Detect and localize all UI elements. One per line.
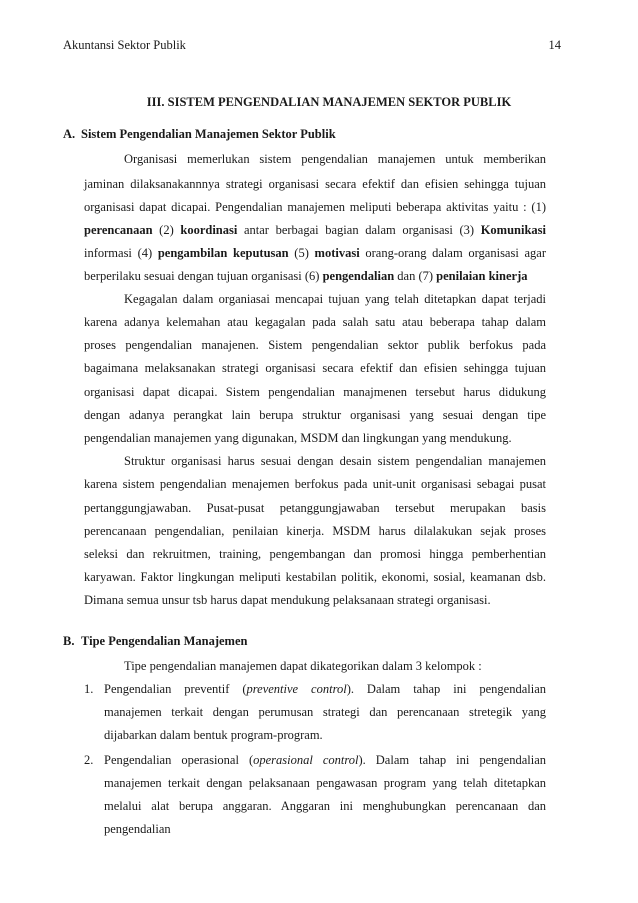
- text-line: Kegagalan dalam organiasai mencapai tujuan yang telah ditetapkan dapat terjadi: [124, 292, 546, 306]
- chapter-title: III. SISTEM PENGENDALIAN MANAJEMEN SEKTOR PUBLIK: [146, 95, 512, 109]
- text-line: dijabarkan dalam bentuk program-program.: [104, 728, 323, 742]
- text-run: Pengendalian preventif (: [104, 682, 247, 696]
- text-line: jaminan dilaksanakannnya strategi organisasi secara efektif dan efisien sehingga tujuan: [84, 177, 546, 191]
- text-line: karyawan. Faktor lingkungan meliputi kestabilan politik, ekonomi, sosial, keamanan dsb.: [84, 570, 546, 584]
- text-line: organisasi dapat dicapai. Sistem pengendalian manajmenen tersebut harus didukung: [84, 385, 546, 399]
- bold-term: penilaian kinerja: [436, 269, 528, 283]
- section-b-heading: [63, 634, 247, 649]
- text-line: karena sistem pengendalian menajemen berfokus pada unit-unit organisasi sebagai pusat: [84, 477, 546, 491]
- text-run: (5): [288, 246, 315, 260]
- section-b-intro: Tipe pengendalian manajemen dapat dikategorikan dalam 3 kelompok :: [124, 659, 482, 673]
- bold-term: pengendalian: [322, 269, 395, 283]
- text-line: proses pengendalian manajenen. Sistem pengendalian sektor publik berfokus pada: [84, 338, 546, 352]
- text-run: Pengendalian operasional (: [104, 753, 254, 767]
- text-line: bagaimana melaksanakan strategi organisasi secara efektif dan efisien sehingga tujuan: [84, 361, 546, 375]
- section-b-letter: B.: [63, 634, 75, 648]
- text-run: dan (7): [394, 269, 437, 283]
- section-a-heading: [63, 127, 336, 142]
- bold-term: motivasi: [314, 246, 360, 260]
- text-line: manajemen terkait dengan perumusan strategi dan perencanaan stretegik yang: [104, 705, 546, 719]
- section-b-title: Tipe Pengendalian Manajemen: [81, 634, 248, 648]
- text-line: pertanggungjawaban. Pusat-pusat petanggungjawaban tersebut merupakan basis: [84, 501, 546, 515]
- text-line: perencanaan pengendalian, penilaian kinerja. MSDM harus dilalakukan sejak proses: [84, 524, 546, 538]
- text-line: [104, 681, 546, 697]
- list-item-number: 2.: [84, 753, 94, 767]
- text-run: orang-orang dalam organisasi agar: [359, 246, 547, 260]
- text-run: antar berbagai bagian dalam organisasi (3): [237, 223, 481, 237]
- italic-term: preventive control: [246, 682, 347, 696]
- section-a-title: Sistem Pengendalian Manajemen Sektor Publik: [81, 127, 336, 141]
- text-run: berperilaku sesuai dengan tujuan organisasi (6): [84, 269, 323, 283]
- bold-term: Komunikasi: [480, 223, 546, 237]
- text-line: [84, 268, 546, 284]
- text-line: [84, 222, 546, 238]
- section-a-letter: A.: [63, 127, 76, 141]
- text-line: dengan adanya perangkat lain berupa struktur organisasi yang sesuai dengan tipe: [84, 408, 546, 422]
- text-line: Organisasi memerlukan sistem pengendalian manajemen untuk memberikan: [124, 152, 546, 166]
- text-line: karena adanya kelemahan atau kegagalan pada salah satu atau beberapa tahap dalam: [84, 315, 546, 329]
- text-line: manajemen terkait dengan pelaksanaan pengawasan program yang telah ditetapkan: [104, 776, 546, 790]
- text-line: organisasi dapat dicapai. Pengendalian manajemen meliputi beberapa aktivitas yaitu : (1): [84, 200, 546, 214]
- text-line: Struktur organisasi harus sesuai dengan desain sistem pengendalian manajemen: [124, 454, 546, 468]
- bold-term: koordinasi: [180, 223, 238, 237]
- page-number: 14: [548, 38, 561, 52]
- bold-term: perencanaan: [84, 223, 153, 237]
- text-run: informasi (4): [84, 246, 158, 260]
- text-line: pengendalian manajemen yang digunakan, MSDM dan lingkungan yang mendukung.: [84, 431, 512, 445]
- text-run: ). Dalam tahap ini pengendalian: [358, 753, 547, 767]
- list-item-number: 1.: [84, 682, 94, 696]
- text-run: ). Dalam tahap ini pengendalian: [346, 682, 546, 696]
- text-line: Dimana semua unsur tsb harus dapat mendukung pelaksanaan strategi organisasi.: [84, 593, 491, 607]
- text-run: (2): [152, 223, 181, 237]
- text-line: [84, 245, 546, 261]
- header-title: Akuntansi Sektor Publik: [63, 38, 186, 52]
- text-line: seleksi dan rekruitmen, training, pengembangan dan promosi hingga pemberhentian: [84, 547, 546, 561]
- bold-term: pengambilan keputusan: [157, 246, 289, 260]
- italic-term: operasional control: [253, 753, 359, 767]
- text-line: pengendalian: [104, 822, 171, 836]
- text-line: [104, 752, 546, 768]
- text-line: melalui alat berupa anggaran. Anggaran ini menghubungkan perencanaan dan: [104, 799, 546, 813]
